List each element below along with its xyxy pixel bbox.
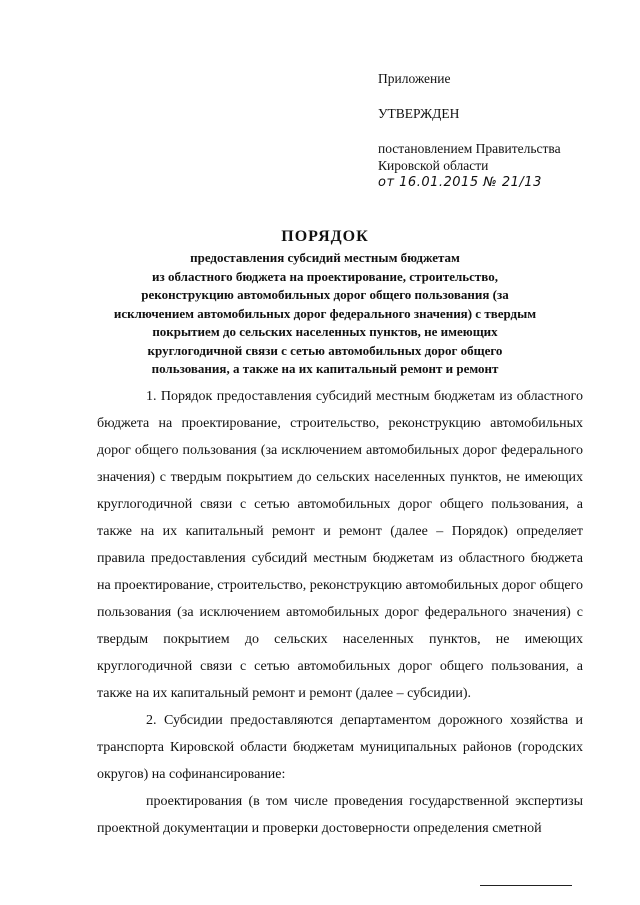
document-title-block	[85, 228, 565, 379]
subtitle-line: пользования, а также на их капитальный ремонт и ремонт	[151, 361, 499, 376]
paragraph-3: проектирования (в том числе проведения государственной экспертизы проектной документации и проверки достоверности определения сметной	[97, 794, 583, 836]
subtitle-line: круглогодичной связи с сетью автомобильных дорог общего	[147, 342, 503, 358]
subtitle-line: предоставления субсидий местным бюджетам	[190, 250, 460, 265]
approved-by-line-1: постановлением Правительства	[378, 141, 561, 156]
decree-date-number: от 16.01.2015 № 21/13	[378, 175, 542, 190]
subtitle-line: исключением автомобильных дорог федерального значения) с твердым	[113, 305, 537, 321]
footer-rule	[480, 885, 572, 886]
subtitle-line: покрытием до сельских населенных пунктов, не имеющих	[152, 324, 498, 339]
approval-block	[378, 70, 618, 191]
approved-label: УТВЕРЖДЕН	[378, 106, 460, 121]
document-subtitle	[85, 249, 565, 379]
subtitle-line: из областного бюджета на проектирование, строительство,	[152, 268, 498, 284]
attachment-label: Приложение	[378, 71, 451, 86]
paragraph-1: 1. Порядок предоставления субсидий местным бюджетам из областного бюджета на проектирование, строительство, реконструкцию автомобильных дорог общего пользования (за исключением автомобильных дорог федерального значения) с твердым покрытием до сельских населенных пунктов, не имеющих круглогодичной связи с сетью автомобильных дорог общего пользования, а также на их капитальный ремонт и ремонт (далее – Порядок) определяет правила предоставления субсидий местным бюджетам из областного бюджета на проектирование, строительство, реконструкцию автомобильных дорог общего пользования (за исключением автомобильных дорог федерального значения) с твердым покрытием до сельских населенных пунктов, не имеющих круглогодичной связи с сетью автомобильных дорог общего пользования, а также на их капитальный ремонт и ремонт (далее – субсидии).	[97, 389, 583, 701]
paragraph-2: 2. Субсидии предоставляются департаментом дорожного хозяйства и транспорта Кировской области бюджетам муниципальных районов (городских округов) на софинансирование:	[97, 713, 583, 782]
approved-by-line-2: Кировской области	[378, 158, 489, 173]
subtitle-line: реконструкцию автомобильных дорог общего пользования (за	[141, 287, 509, 302]
document-title: ПОРЯДОК	[281, 228, 369, 245]
document-body	[97, 383, 583, 842]
